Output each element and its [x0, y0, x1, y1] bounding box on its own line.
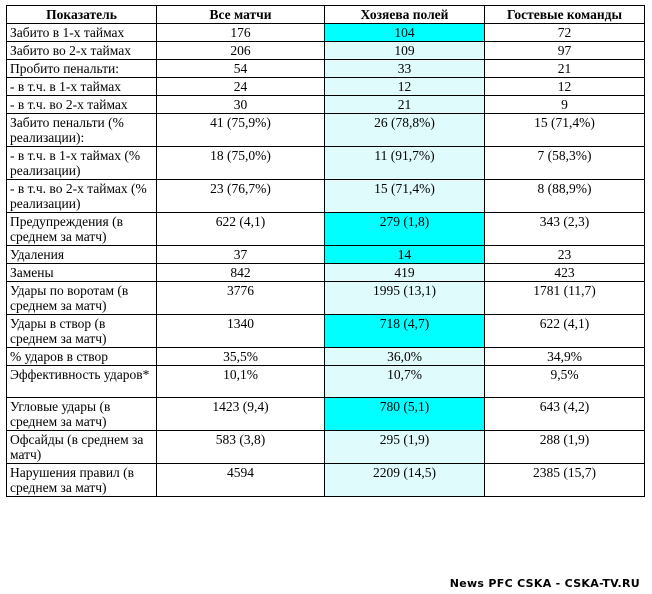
table-row — [7, 180, 645, 213]
cell-all-matches: 24 — [157, 78, 325, 96]
cell-home-teams: 419 — [325, 264, 485, 282]
cell-home-teams: 104 — [325, 24, 485, 42]
cell-home-teams: 1995 (13,1) — [325, 282, 485, 315]
cell-away-teams: 1781 (11,7) — [485, 282, 645, 315]
cell-home-teams: 36,0% — [325, 348, 485, 366]
table-row — [7, 60, 645, 78]
row-label: Нарушения правил (в среднем за матч) — [7, 464, 157, 497]
table-row — [7, 147, 645, 180]
row-label: Удаления — [7, 246, 157, 264]
cell-away-teams: 9,5% — [485, 366, 645, 398]
cell-away-teams: 97 — [485, 42, 645, 60]
table-row — [7, 213, 645, 246]
cell-away-teams: 7 (58,3%) — [485, 147, 645, 180]
cell-home-teams: 33 — [325, 60, 485, 78]
table-row — [7, 24, 645, 42]
cell-away-teams: 15 (71,4%) — [485, 114, 645, 147]
cell-away-teams: 2385 (15,7) — [485, 464, 645, 497]
cell-away-teams: 288 (1,9) — [485, 431, 645, 464]
cell-home-teams: 109 — [325, 42, 485, 60]
cell-all-matches: 30 — [157, 96, 325, 114]
row-label: Пробито пенальти: — [7, 60, 157, 78]
row-label: Забито пенальти (% реализации): — [7, 114, 157, 147]
footer-credit: News PFC CSKA - CSKA-TV.RU — [449, 577, 640, 590]
cell-home-teams: 21 — [325, 96, 485, 114]
cell-away-teams: 12 — [485, 78, 645, 96]
cell-all-matches: 18 (75,0%) — [157, 147, 325, 180]
table-row — [7, 398, 645, 431]
table-row — [7, 114, 645, 147]
cell-all-matches: 4594 — [157, 464, 325, 497]
cell-home-teams: 279 (1,8) — [325, 213, 485, 246]
cell-home-teams: 10,7% — [325, 366, 485, 398]
cell-all-matches: 23 (76,7%) — [157, 180, 325, 213]
table-row — [7, 264, 645, 282]
cell-away-teams: 643 (4,2) — [485, 398, 645, 431]
row-label: Забито в 1-х таймах — [7, 24, 157, 42]
header-indicator: Показатель — [7, 6, 157, 24]
row-label: Забито во 2-х таймах — [7, 42, 157, 60]
table-row — [7, 315, 645, 348]
cell-away-teams: 23 — [485, 246, 645, 264]
header-home-teams: Хозяева полей — [325, 6, 485, 24]
row-label: Эффективность ударов* — [7, 366, 157, 398]
cell-away-teams: 8 (88,9%) — [485, 180, 645, 213]
header-away-teams: Гостевые команды — [485, 6, 645, 24]
cell-all-matches: 583 (3,8) — [157, 431, 325, 464]
cell-home-teams: 2209 (14,5) — [325, 464, 485, 497]
row-label: Замены — [7, 264, 157, 282]
cell-all-matches: 3776 — [157, 282, 325, 315]
cell-home-teams: 780 (5,1) — [325, 398, 485, 431]
row-label: - в т.ч. во 2-х таймах — [7, 96, 157, 114]
cell-home-teams: 295 (1,9) — [325, 431, 485, 464]
row-label: Офсайды (в среднем за матч) — [7, 431, 157, 464]
cell-all-matches: 622 (4,1) — [157, 213, 325, 246]
row-label: - в т.ч. в 1-х таймах (% реализации) — [7, 147, 157, 180]
row-label: Угловые удары (в среднем за матч) — [7, 398, 157, 431]
cell-all-matches: 1340 — [157, 315, 325, 348]
cell-home-teams: 15 (71,4%) — [325, 180, 485, 213]
row-label: Удары по воротам (в среднем за матч) — [7, 282, 157, 315]
row-label: Предупреждения (в среднем за матч) — [7, 213, 157, 246]
cell-all-matches: 10,1% — [157, 366, 325, 398]
table-row — [7, 42, 645, 60]
table-row — [7, 431, 645, 464]
cell-home-teams: 12 — [325, 78, 485, 96]
cell-away-teams: 343 (2,3) — [485, 213, 645, 246]
table-row — [7, 464, 645, 497]
cell-away-teams: 34,9% — [485, 348, 645, 366]
table-row — [7, 348, 645, 366]
cell-all-matches: 1423 (9,4) — [157, 398, 325, 431]
cell-home-teams: 14 — [325, 246, 485, 264]
cell-all-matches: 41 (75,9%) — [157, 114, 325, 147]
row-label: Удары в створ (в среднем за матч) — [7, 315, 157, 348]
cell-away-teams: 423 — [485, 264, 645, 282]
cell-away-teams: 72 — [485, 24, 645, 42]
row-label: - в т.ч. во 2-х таймах (% реализации) — [7, 180, 157, 213]
table-row — [7, 96, 645, 114]
cell-away-teams: 9 — [485, 96, 645, 114]
table-row — [7, 78, 645, 96]
cell-home-teams: 11 (91,7%) — [325, 147, 485, 180]
header-all-matches: Все матчи — [157, 6, 325, 24]
table-row — [7, 246, 645, 264]
cell-all-matches: 206 — [157, 42, 325, 60]
cell-all-matches: 176 — [157, 24, 325, 42]
row-label: - в т.ч. в 1-х таймах — [7, 78, 157, 96]
table-row — [7, 366, 645, 398]
cell-all-matches: 37 — [157, 246, 325, 264]
cell-home-teams: 26 (78,8%) — [325, 114, 485, 147]
cell-all-matches: 35,5% — [157, 348, 325, 366]
cell-away-teams: 622 (4,1) — [485, 315, 645, 348]
cell-all-matches: 842 — [157, 264, 325, 282]
cell-all-matches: 54 — [157, 60, 325, 78]
header-row — [7, 6, 645, 24]
table-row — [7, 282, 645, 315]
statistics-table — [6, 5, 645, 497]
row-label: % ударов в створ — [7, 348, 157, 366]
cell-home-teams: 718 (4,7) — [325, 315, 485, 348]
cell-away-teams: 21 — [485, 60, 645, 78]
